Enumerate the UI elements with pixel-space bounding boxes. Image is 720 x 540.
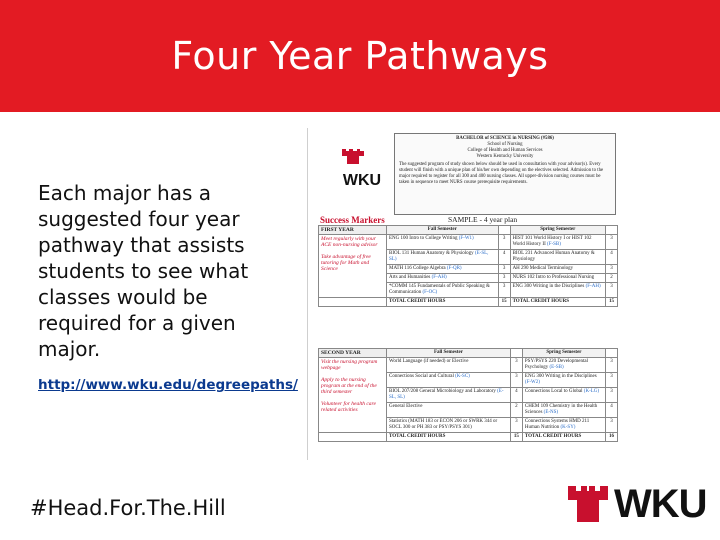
success-note: Visit the nursing program webpage Apply to the nursing program at the end of the third semester Volunteer for health care related activities (319, 358, 387, 433)
fall-header: Fall Semester (387, 226, 499, 235)
brand-text: WKU (614, 481, 707, 526)
table-row: *COMM 145 Fundamentals of Public Speaking & Communication (F-OC) 3 ENG 300 Writing in the Disciplines (F-AH) 3 (319, 283, 618, 298)
sample-plan-label: SAMPLE - 4 year plan (448, 215, 518, 224)
spring-header: Spring Semester (510, 226, 605, 235)
wku-tower-icon (566, 484, 610, 524)
table-row: Visit the nursing program webpage Apply to the nursing program at the end of the third semester Volunteer for health care related activities World Language (if needed) or Elective 3 PSY/PSYS 220 Developmental Psychology (E-SB) 3 (319, 358, 618, 373)
fall-header: Fall Semester (387, 349, 511, 358)
doc-school: School of Nursing (487, 142, 523, 147)
wku-tower-icon (340, 148, 366, 165)
hashtag: #Head.For.The.Hill (30, 496, 226, 520)
first-year-table (318, 225, 618, 307)
doc-description: The suggested program of study shown below should be used in consultation with your advisor(s). Every student will finish with a unique plan of his/her own depending on the electives selected. Admission to the major required to register for all 300 and 400 nursing classes. All upper-division nursing courses must be taken in sequence to meet NURS course prerequisite requirements. (399, 162, 604, 185)
doc-college: College of Health and Human Services (467, 148, 543, 153)
body-text: Each major has a suggested four year pathway that assists students to see what classes would be required for a given major. (38, 181, 249, 361)
table-row: Connections Social and Cultural (K-SC) 3 ENG 300 Writing in the Disciplines (F-W2) 3 (319, 373, 618, 388)
wku-brand-logo (566, 476, 716, 532)
doc-info-box (394, 133, 616, 215)
doc-logo-text: WKU (342, 172, 382, 189)
page-title: Four Year Pathways (171, 34, 549, 78)
doc-university: Western Kentucky University (476, 154, 534, 159)
table-row: General Elective 2 CHEM 109 Chemistry in the Health Sciences (E-NS) 4 (319, 403, 618, 418)
success-note: Meet regularly with your ACE non-nursing advisor Take advantage of free tutoring for Math and Science (319, 235, 387, 298)
degree-paths-link[interactable]: http://www.wku.edu/degreepaths/ (38, 377, 298, 393)
total-row: TOTAL CREDIT HOURS 15 TOTAL CREDIT HOURS 16 (319, 433, 618, 442)
pathway-document (307, 128, 619, 460)
table-row: BIOL 131 Human Anatomy & Physiology (E-SL, SL) 4 BIOL 231 Advanced Human Anatomy & Physiology 4 (319, 250, 618, 265)
table-row: Meet regularly with your ACE non-nursing advisor Take advantage of free tutoring for Math and Science ENG 100 Intro to College Writing (F-W1) 3 HIST 101 World History I or HIST 102 World History II (F-SB) 3 (319, 235, 618, 250)
year-label: SECOND YEAR (319, 349, 387, 358)
table-row: Arts and Humanities (F-AH) 3 NURS 102 Intro to Professional Nursing 2 (319, 274, 618, 283)
table-row: Statistics (MATH 183 or ECON 206 or SWRK 344 or SOCL 300 or PH 383 or PSY/PSYS 301) 3 Connections Systems HMD 211 Human Nutrition (K-SY) 3 (319, 418, 618, 433)
total-row: TOTAL CREDIT HOURS 15 TOTAL CREDIT HOURS 15 (319, 298, 618, 307)
second-year-table (318, 348, 618, 442)
success-markers-label: Success Markers (320, 215, 385, 225)
spring-header: Spring Semester (522, 349, 605, 358)
table-row: MATH 116 College Algebra (F-QR) 3 AH 290 Medical Terminology 3 (319, 265, 618, 274)
title-banner (0, 0, 720, 112)
doc-degree-title: BACHELOR of SCIENCE in NURSING (#586) (456, 136, 554, 141)
year-label: FIRST YEAR (319, 226, 387, 235)
table-row: BIOL 207/208 General Microbiology and Laboratory (E-SL, SL) 4 Connections Local to Global (K-LG) 3 (319, 388, 618, 403)
doc-logo (340, 148, 384, 190)
